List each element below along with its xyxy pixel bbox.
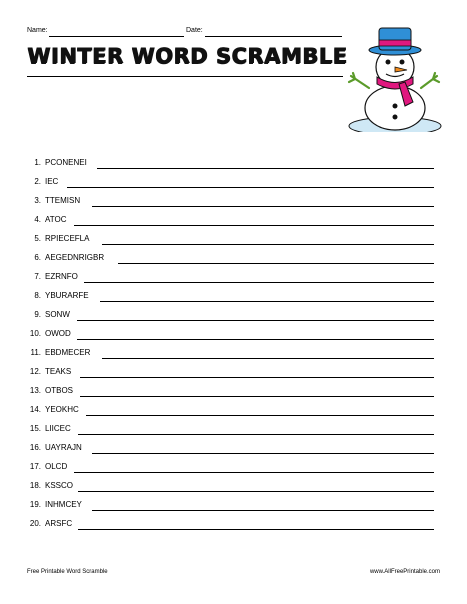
answer-line[interactable] — [78, 491, 434, 492]
name-line — [49, 36, 184, 37]
scrambled-word: UAYRAJN — [45, 443, 82, 452]
answer-line[interactable] — [80, 396, 434, 397]
date-line — [205, 36, 342, 37]
scrambled-word: IEC — [45, 177, 59, 186]
scramble-row — [22, 326, 434, 345]
answer-line[interactable] — [77, 320, 434, 321]
item-number: 4. — [34, 215, 41, 224]
item-number: 15. — [29, 424, 41, 433]
item-number: 10. — [29, 329, 41, 338]
name-label: Name: — [27, 27, 48, 34]
scramble-row — [22, 212, 434, 231]
scrambled-word: OLCD — [45, 462, 68, 471]
item-number: 16. — [29, 443, 41, 452]
scrambled-word: EBDMECER — [45, 348, 91, 357]
scramble-list — [22, 155, 434, 535]
scramble-row — [22, 174, 434, 193]
scrambled-word: RPIECEFLA — [45, 234, 90, 243]
scrambled-word: OTBOS — [45, 386, 74, 395]
scrambled-word: KSSCO — [45, 481, 74, 490]
item-number: 8. — [34, 291, 41, 300]
answer-line[interactable] — [67, 187, 434, 188]
scrambled-word: AEGEDNRIGBR — [45, 253, 105, 262]
item-number: 19. — [29, 500, 41, 509]
scrambled-word: TEAKS — [45, 367, 72, 376]
snowman-icon — [343, 22, 443, 132]
scramble-row — [22, 516, 434, 535]
answer-line[interactable] — [92, 206, 434, 207]
item-number: 1. — [34, 158, 41, 167]
item-number: 6. — [34, 253, 41, 262]
scramble-row — [22, 497, 434, 516]
scramble-row — [22, 364, 434, 383]
scramble-row — [22, 155, 434, 174]
scramble-row — [22, 307, 434, 326]
scrambled-word: ATOC — [45, 215, 67, 224]
answer-line[interactable] — [80, 377, 434, 378]
answer-line[interactable] — [92, 510, 434, 511]
scrambled-word: SONW — [45, 310, 70, 319]
scrambled-word: INHMCEY — [45, 500, 82, 509]
answer-line[interactable] — [118, 263, 434, 264]
item-number: 11. — [30, 348, 41, 357]
answer-line[interactable] — [86, 415, 434, 416]
item-number: 13. — [29, 386, 41, 395]
footer-left-text: Free Printable Word Scramble — [27, 569, 108, 575]
scrambled-word: EZRNFO — [45, 272, 78, 281]
scrambled-word: PCONENEI — [45, 158, 87, 167]
answer-line[interactable] — [84, 282, 434, 283]
answer-line[interactable] — [97, 168, 434, 169]
title-underline — [27, 76, 343, 77]
item-number: 18. — [29, 481, 41, 490]
answer-line[interactable] — [92, 453, 434, 454]
answer-line[interactable] — [77, 339, 434, 340]
scramble-row — [22, 231, 434, 250]
answer-line[interactable] — [74, 225, 434, 226]
scramble-row — [22, 478, 434, 497]
item-number: 12. — [29, 367, 41, 376]
item-number: 5. — [34, 234, 41, 243]
scrambled-word: ARSFC — [45, 519, 73, 528]
scrambled-word: YEOKHC — [45, 405, 79, 414]
worksheet-title: WINTER WORD SCRAMBLE — [27, 44, 348, 68]
scramble-row — [22, 459, 434, 478]
scramble-row — [22, 193, 434, 212]
scrambled-word: OWOD — [45, 329, 71, 338]
answer-line[interactable] — [78, 434, 434, 435]
item-number: 17. — [29, 462, 41, 471]
answer-line[interactable] — [102, 244, 434, 245]
item-number: 9. — [34, 310, 41, 319]
footer-website: www.AllFreePrintable.com — [369, 569, 440, 575]
date-label: Date: — [186, 27, 203, 34]
scramble-row — [22, 440, 434, 459]
scrambled-word: YBURARFE — [45, 291, 89, 300]
answer-line[interactable] — [74, 472, 434, 473]
scrambled-word: LIICEC — [45, 424, 71, 433]
answer-line[interactable] — [100, 301, 434, 302]
answer-line[interactable] — [78, 529, 434, 530]
scrambled-word: TTEMISN — [45, 196, 81, 205]
item-number: 7. — [34, 272, 41, 281]
scramble-row — [22, 250, 434, 269]
item-number: 3. — [34, 196, 41, 205]
scramble-row — [22, 269, 434, 288]
item-number: 2. — [34, 177, 41, 186]
scramble-row — [22, 345, 434, 364]
scramble-row — [22, 288, 434, 307]
scramble-row — [22, 402, 434, 421]
item-number: 14. — [29, 405, 41, 414]
answer-line[interactable] — [102, 358, 434, 359]
scramble-row — [22, 383, 434, 402]
item-number: 20. — [29, 519, 41, 528]
scramble-row — [22, 421, 434, 440]
